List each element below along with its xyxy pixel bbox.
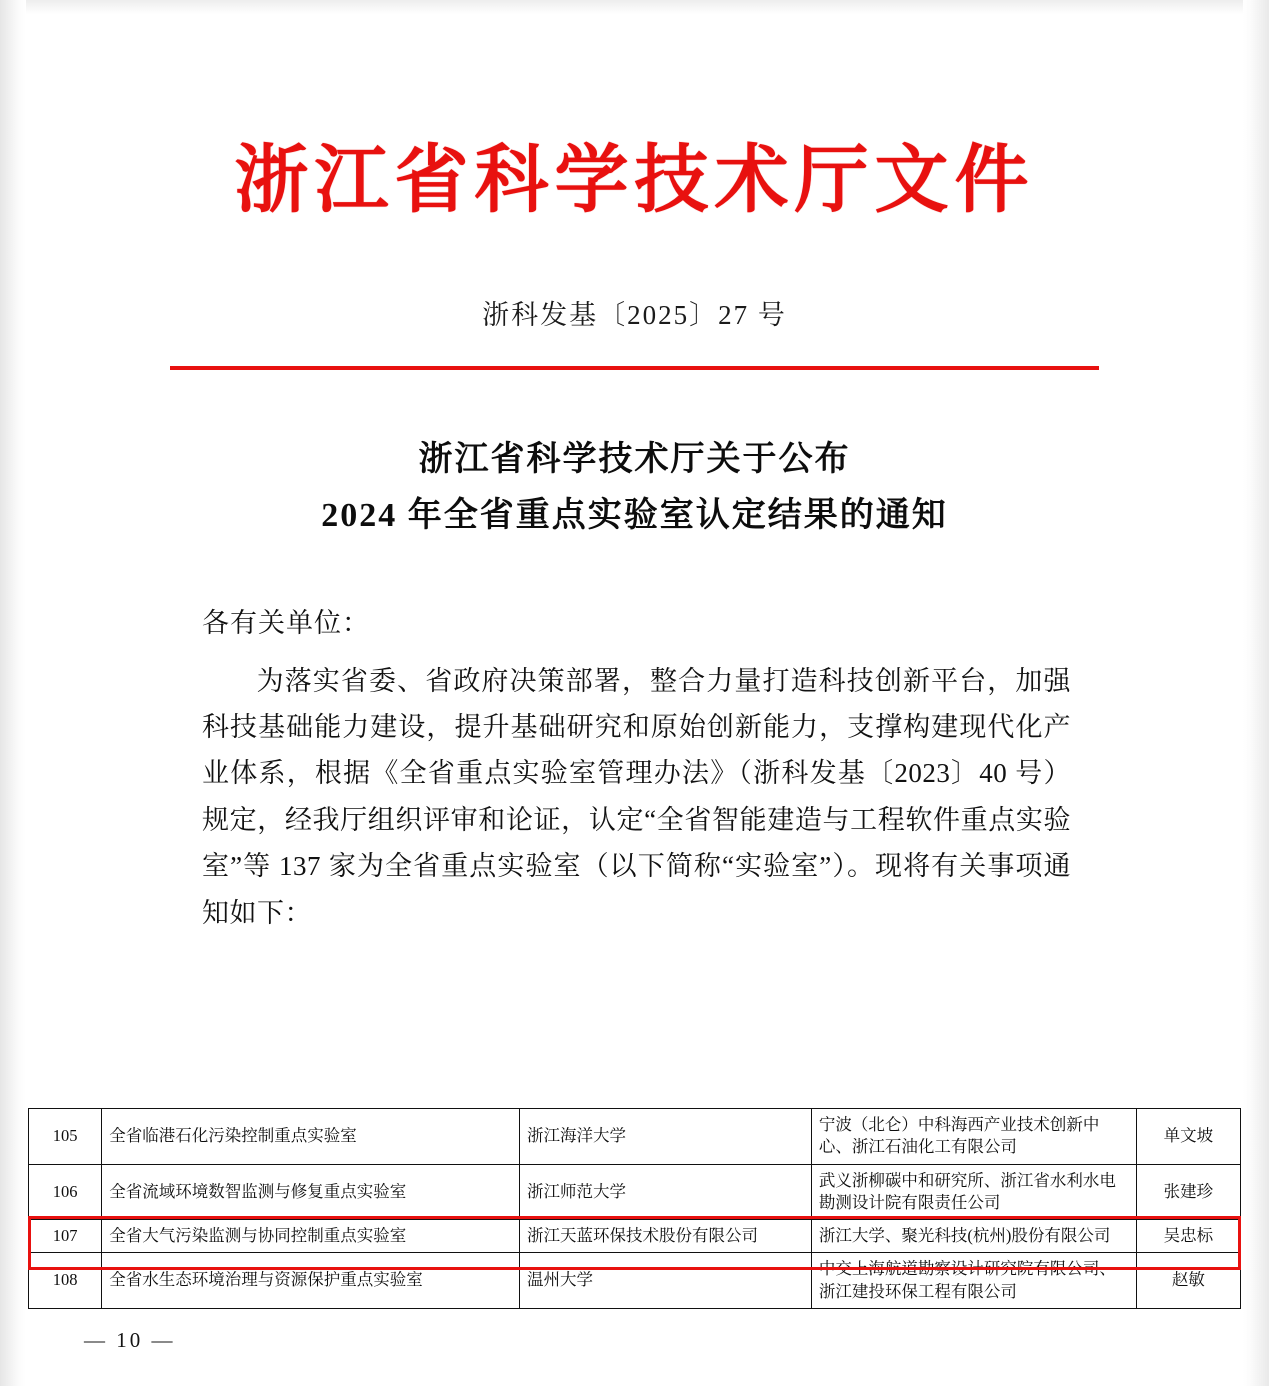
row-number: 108 — [29, 1253, 102, 1309]
row-host-unit: 浙江海洋大学 — [519, 1109, 811, 1165]
paragraph-text: 为落实省委、省政府决策部署，整合力量打造科技创新平台，加强科技基础能力建设，提升基础研究和原始创新能力，支撑构建现代化产业体系，根据《全省重点实验室管理办法》（浙科发基〔2023〕40 号）规定，经我厅组织评审和论证，认定“全省智能建造与工程软件重点实验室”等 137 家为全省重点实验室（以下简称“实验室”）。现将有关事项通知如下： — [202, 665, 1071, 928]
row-person-in-charge: 赵敏 — [1136, 1253, 1240, 1309]
row-cooperating-units: 武义浙柳碳中和研究所、浙江省水利水电勘测设计院有限责任公司 — [811, 1164, 1136, 1220]
row-person-in-charge: 单文坡 — [1136, 1109, 1240, 1165]
row-cooperating-units: 浙江大学、聚光科技(杭州)股份有限公司 — [811, 1220, 1136, 1253]
row-cooperating-units: 宁波（北仑）中科海西产业技术创新中心、浙江石油化工有限公司 — [811, 1109, 1136, 1165]
row-lab-name: 全省大气污染监测与协同控制重点实验室 — [102, 1220, 520, 1253]
laboratory-list-table-wrapper — [28, 1108, 1241, 1309]
table-row-highlighted — [29, 1220, 1241, 1253]
page-title-line-2: 2024 年全省重点实验室认定结果的通知 — [321, 497, 948, 535]
row-person-in-charge: 张建珍 — [1136, 1164, 1240, 1220]
row-host-unit: 浙江师范大学 — [519, 1164, 811, 1220]
document-number: 浙科发基〔2025〕27 号 — [482, 300, 787, 331]
row-lab-name: 全省流域环境数智监测与修复重点实验室 — [102, 1164, 520, 1220]
row-cooperating-units: 中交上海航道勘察设计研究院有限公司、浙江建投环保工程有限公司 — [811, 1253, 1136, 1309]
row-host-unit: 浙江天蓝环保技术股份有限公司 — [519, 1220, 811, 1253]
row-lab-name: 全省临港石化污染控制重点实验室 — [102, 1109, 520, 1165]
page-number: — 10 — — [84, 1328, 176, 1352]
salutation: 各有关单位： — [202, 607, 370, 638]
row-number: 105 — [29, 1109, 102, 1165]
page-title — [30, 432, 1239, 544]
table-row — [29, 1109, 1241, 1165]
row-person-in-charge: 吴忠标 — [1136, 1220, 1240, 1253]
document-masthead: 浙江省科学技术厅文件 — [234, 137, 1035, 223]
page-title-line-1: 浙江省科学技术厅关于公布 — [418, 441, 851, 479]
red-divider-rule — [170, 366, 1099, 370]
row-number: 106 — [29, 1164, 102, 1220]
laboratory-list-table — [28, 1108, 1241, 1309]
body-paragraph — [30, 658, 1239, 937]
table-row — [29, 1164, 1241, 1220]
row-host-unit: 温州大学 — [519, 1253, 811, 1309]
table-body — [29, 1109, 1241, 1309]
row-number: 107 — [29, 1220, 102, 1253]
table-row — [29, 1253, 1241, 1309]
row-lab-name: 全省水生态环境治理与资源保护重点实验室 — [102, 1253, 520, 1309]
